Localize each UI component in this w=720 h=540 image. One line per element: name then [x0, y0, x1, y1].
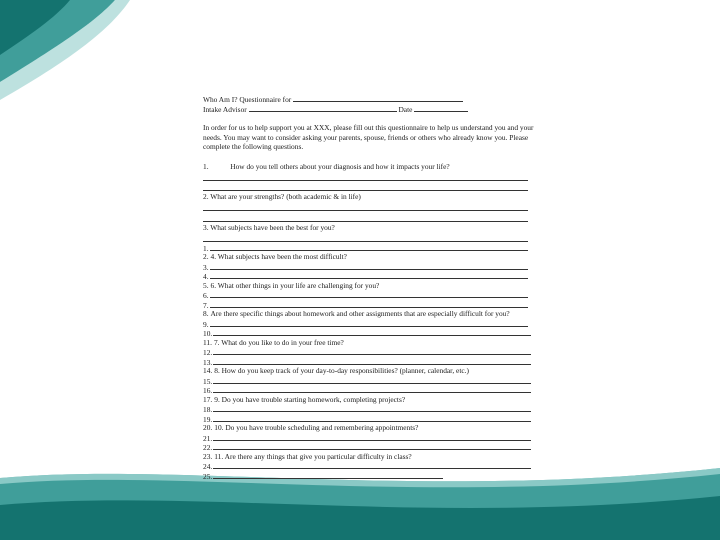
line-number: 8. — [203, 309, 209, 318]
intake-advisor-line[interactable] — [249, 104, 397, 112]
question-3-text: 3. What subjects have been the best for you? — [203, 222, 335, 232]
list-item — [203, 395, 548, 405]
question-text: 4. What subjects have been the most difficult? — [210, 252, 347, 261]
line-number: 19. — [203, 414, 213, 423]
answer-line[interactable] — [210, 319, 528, 327]
line-number: 4. — [203, 272, 209, 281]
list-item — [203, 243, 548, 253]
question-text: 10. Do you have trouble scheduling and remembering appointments? — [214, 423, 419, 432]
answer-line[interactable] — [213, 347, 531, 355]
question-1-number: 1. — [203, 161, 209, 171]
list-item — [203, 442, 548, 452]
answer-line[interactable] — [210, 290, 528, 298]
intro-paragraph: In order for us to help support you at XXX, please fill out this questionnaire to help us understand you and your needs. You may want to consider asking your parents, spouse, friends or others who already know you. Please complete the following questions. — [203, 123, 534, 151]
answer-line[interactable] — [213, 404, 531, 412]
list-item — [203, 328, 548, 338]
line-number: 5. — [203, 280, 209, 290]
line-number: 7. — [203, 300, 209, 309]
list-item — [203, 357, 548, 367]
list-item — [203, 366, 548, 376]
line-number: 9. — [203, 319, 209, 328]
list-item — [203, 271, 548, 281]
line-number: 1. — [203, 243, 209, 252]
answer-line[interactable] — [210, 262, 528, 270]
answer-line[interactable] — [210, 271, 528, 279]
list-item — [203, 471, 548, 481]
question-text: 6. What other things in your life are challenging for you? — [210, 280, 380, 290]
list-item — [203, 461, 548, 471]
answer-line[interactable] — [210, 300, 528, 308]
question-text: 7. What do you like to do in your free time? — [213, 337, 344, 347]
answer-line[interactable] — [213, 433, 531, 441]
list-item — [203, 338, 548, 348]
line-number: 15. — [203, 376, 213, 385]
line-number: 16. — [203, 386, 213, 395]
question-text: 11. Are there any things that give you particular difficulty in class? — [214, 451, 412, 461]
list-item — [203, 376, 548, 386]
answer-line[interactable] — [213, 442, 531, 450]
answer-line[interactable] — [203, 171, 528, 181]
list-item — [203, 347, 548, 357]
list-item — [203, 414, 548, 424]
document-title: Who Am I? Questionnaire for — [203, 95, 292, 104]
answer-line[interactable] — [213, 414, 531, 422]
list-item — [203, 300, 548, 310]
line-number: 11. — [203, 337, 212, 347]
answer-line[interactable] — [213, 328, 531, 336]
list-item — [203, 452, 548, 462]
answer-line[interactable] — [203, 212, 528, 222]
line-number: 13. — [203, 357, 213, 366]
list-item — [203, 404, 548, 414]
question-3 — [203, 223, 548, 233]
line-number: 24. — [203, 462, 213, 471]
answer-line[interactable] — [203, 202, 528, 212]
answer-line[interactable] — [203, 182, 528, 192]
question-2 — [203, 192, 548, 202]
title-row — [203, 94, 548, 104]
list-item — [203, 252, 548, 262]
numbered-answer-list — [203, 243, 548, 481]
list-item — [203, 319, 548, 329]
intake-advisor-label: Intake Advisor — [203, 104, 247, 113]
answer-line[interactable] — [213, 471, 443, 479]
date-label: Date — [398, 104, 413, 113]
date-field-line[interactable] — [414, 104, 468, 112]
line-number: 14. — [203, 366, 213, 375]
line-number: 10. — [203, 329, 213, 338]
question-text: 8. How do you keep track of your day-to-day responsibilities? (planner, calendar, etc.) — [214, 366, 469, 375]
line-number: 23. — [203, 451, 213, 461]
answer-line[interactable] — [213, 357, 531, 365]
line-number: 25. — [203, 471, 213, 480]
answer-line[interactable] — [210, 243, 528, 251]
line-number: 20. — [203, 423, 213, 432]
line-number: 17. — [203, 394, 213, 404]
line-number: 22. — [203, 443, 213, 452]
list-item — [203, 281, 548, 291]
question-text: 9. Do you have trouble starting homework, completing projects? — [214, 394, 406, 404]
line-number: 2. — [203, 252, 209, 261]
question-text: Are there specific things about homework and other assignments that are especially difficult for you? — [210, 309, 510, 318]
line-number: 12. — [203, 348, 213, 357]
line-number: 6. — [203, 291, 209, 300]
question-1 — [203, 162, 548, 172]
name-field-line[interactable] — [293, 94, 463, 102]
list-item — [203, 309, 548, 319]
answer-line[interactable] — [203, 232, 528, 242]
questionnaire-document — [203, 94, 548, 480]
answer-line[interactable] — [213, 376, 531, 384]
line-number: 21. — [203, 433, 213, 442]
answer-line[interactable] — [213, 385, 531, 393]
question-1-text: How do you tell others about your diagnosis and how it impacts your life? — [230, 161, 450, 171]
list-item — [203, 385, 548, 395]
list-item — [203, 262, 548, 272]
list-item — [203, 433, 548, 443]
list-item — [203, 423, 548, 433]
intake-row — [203, 104, 548, 114]
question-2-text: 2. What are your strengths? (both academic & in life) — [203, 192, 361, 201]
line-number: 3. — [203, 262, 209, 271]
line-number: 18. — [203, 405, 213, 414]
list-item — [203, 290, 548, 300]
answer-line[interactable] — [213, 461, 531, 469]
